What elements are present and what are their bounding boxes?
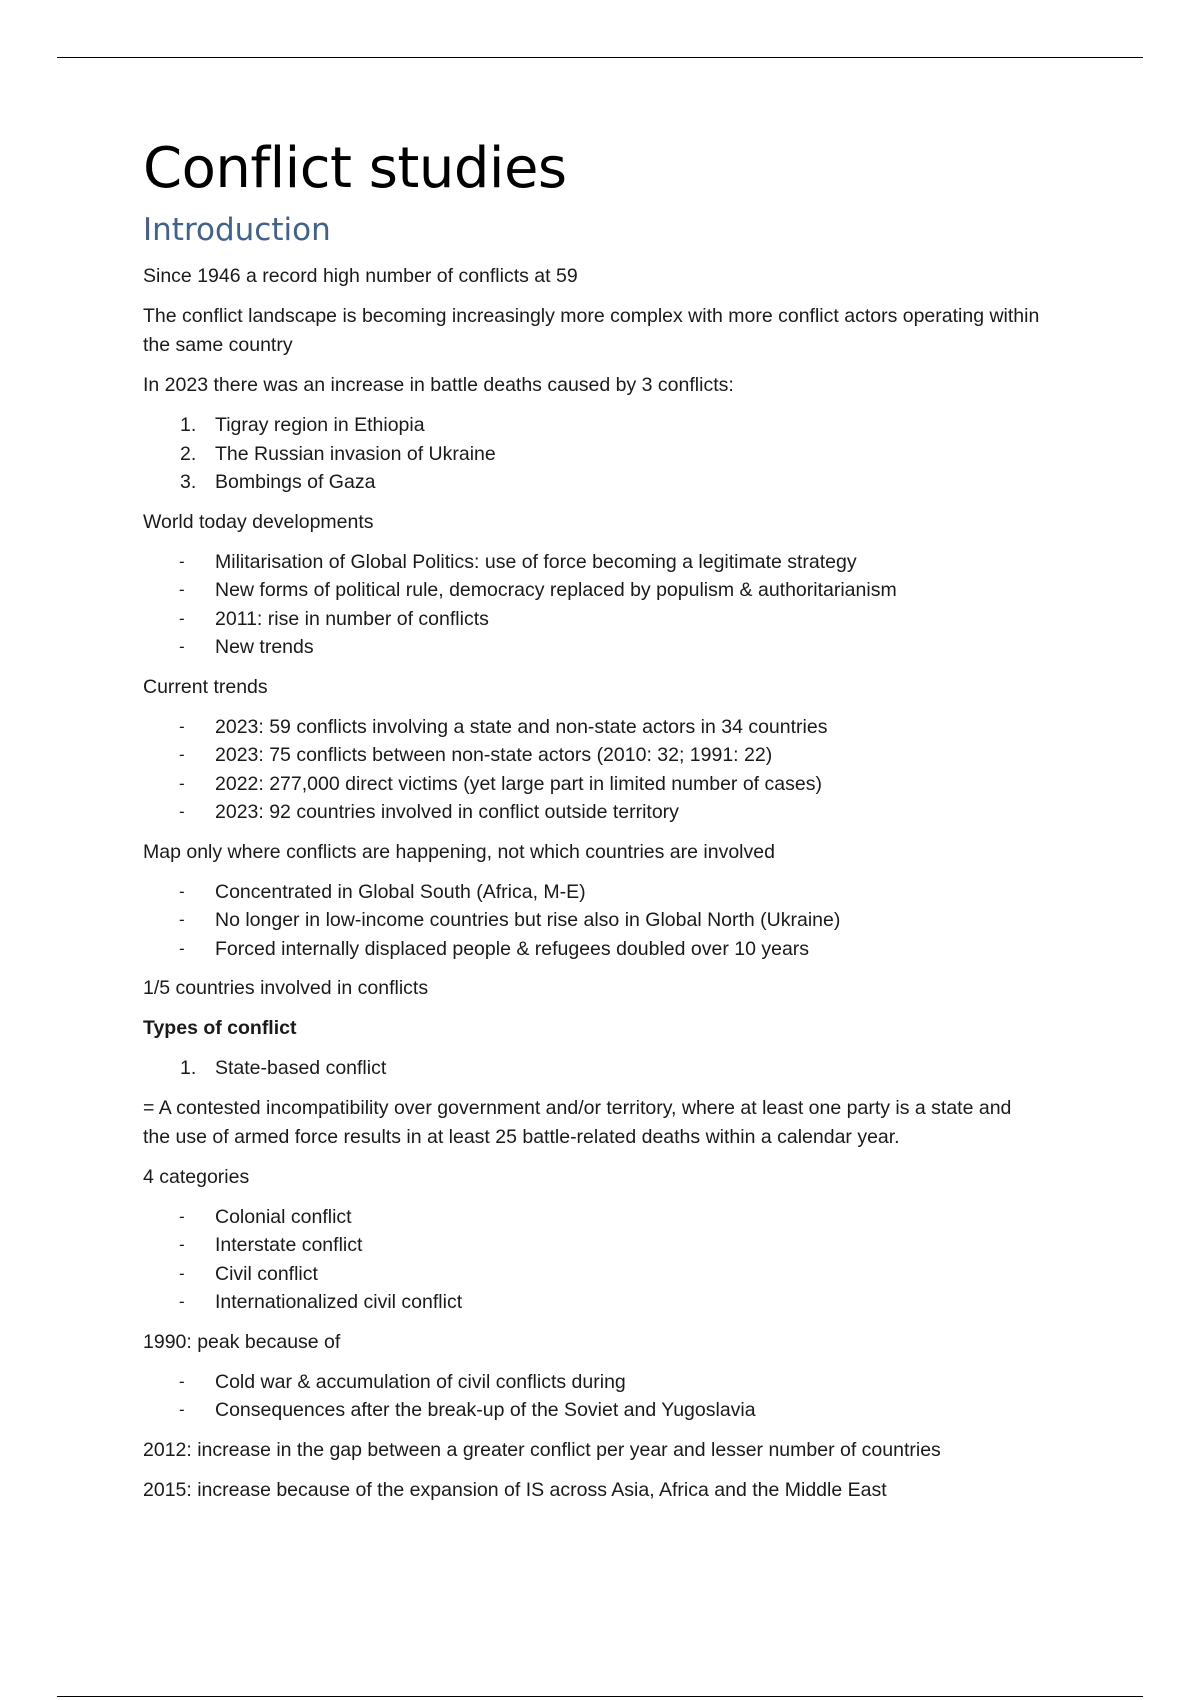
paragraph: 2012: increase in the gap between a greater conflict per year and lesser number of countries: [143, 1438, 941, 1461]
list-dash: -: [179, 1263, 185, 1283]
list-item-text: The Russian invasion of Ukraine: [215, 442, 496, 465]
paragraph: Since 1946 a record high number of conflicts at 59: [143, 265, 578, 287]
bullet-list-peak-reasons: [143, 1368, 1043, 1425]
paragraph: 2015: increase because of the expansion of IS across Asia, Africa and the Middle East: [143, 1478, 887, 1501]
list-dash: -: [179, 1206, 185, 1226]
list-item-text: Bombings of Gaza: [215, 471, 376, 493]
paragraph: Current trends: [143, 675, 268, 698]
paragraph: World today developments: [143, 510, 374, 533]
paragraph-definition: = A contested incompatibility over government and/or territory, where at least one party is a state and the use of armed force results in at least 25 battle-related deaths within a calendar year.: [143, 1096, 1012, 1148]
paragraph: In 2023 there was an increase in battle deaths caused by 3 conflicts:: [143, 374, 734, 396]
list-item: [143, 468, 1043, 497]
list-item: [143, 1368, 1043, 1397]
list-number: 1.: [180, 1057, 197, 1079]
paragraph: 1990: peak because of: [143, 1330, 341, 1353]
list-item: [143, 798, 1043, 827]
bullet-list-current-trends: [143, 713, 1043, 827]
list-dash: -: [179, 1292, 185, 1311]
list-item-text: 2022: 277,000 direct victims (yet large part in limited number of cases): [215, 772, 822, 795]
list-item-text: 2023: 92 countries involved in conflict outside territory: [215, 801, 679, 823]
list-dash: -: [179, 608, 185, 628]
list-item: [143, 906, 1043, 935]
list-number: 2.: [180, 442, 197, 465]
list-item: [143, 411, 1043, 440]
list-dash: -: [179, 1235, 185, 1254]
list-item: [143, 548, 1043, 577]
list-item-text: Internationalized civil conflict: [215, 1291, 463, 1313]
list-item: [143, 770, 1043, 799]
list-number: 3.: [180, 471, 197, 493]
paragraph: The conflict landscape is becoming increasingly more complex with more conflict actors operating within the same country: [143, 305, 1040, 356]
page-bottom-rule: [57, 1696, 1143, 1697]
bold-subheading-types-of-conflict: Types of conflict: [143, 1017, 297, 1039]
numbered-list-types: [143, 1054, 1043, 1083]
list-dash: -: [179, 910, 185, 929]
list-item-text: Militarisation of Global Politics: use of force becoming a legitimate strategy: [215, 550, 857, 573]
list-item-text: 2023: 75 conflicts between non-state actors (2010: 32; 1991: 22): [215, 744, 773, 766]
list-dash: -: [179, 802, 185, 821]
paragraph: 4 categories: [143, 1165, 250, 1188]
list-item: [143, 1260, 1043, 1289]
list-item: [143, 1054, 1043, 1083]
list-item: [143, 440, 1043, 469]
page-top-rule: [57, 57, 1143, 58]
numbered-list-battle-deaths: [143, 411, 1043, 497]
list-item: [143, 1231, 1043, 1260]
list-item: [143, 605, 1043, 634]
list-item-text: Consequences after the break-up of the Soviet and Yugoslavia: [215, 1399, 756, 1421]
list-item-text: Colonial conflict: [215, 1205, 352, 1228]
list-item-text: Forced internally displaced people & refugees doubled over 10 years: [215, 937, 810, 960]
bullet-list-world-developments: [143, 548, 1043, 662]
list-dash: -: [179, 1400, 185, 1419]
list-item-text: Interstate conflict: [215, 1234, 363, 1256]
list-item: [143, 713, 1043, 742]
list-dash: -: [179, 1371, 185, 1391]
list-dash: -: [179, 773, 185, 793]
list-item: [143, 878, 1043, 907]
list-item: [143, 1396, 1043, 1425]
document-body: [143, 130, 1043, 1516]
list-dash: -: [179, 716, 185, 736]
list-item-text: 2023: 59 conflicts involving a state and non-state actors in 34 countries: [215, 715, 828, 738]
list-item-text: No longer in low-income countries but rise also in Global North (Ukraine): [215, 909, 841, 931]
bullet-list-categories: [143, 1203, 1043, 1317]
list-dash: -: [179, 881, 185, 901]
list-item: [143, 633, 1043, 662]
list-dash: -: [179, 637, 185, 656]
list-item-text: Tigray region in Ethiopia: [215, 414, 425, 436]
section-heading-introduction: Introduction: [143, 212, 331, 248]
list-dash: -: [179, 551, 185, 571]
list-item-text: New forms of political rule, democracy replaced by populism & authoritarianism: [215, 579, 897, 601]
list-dash: -: [179, 745, 185, 764]
bullet-list-map: [143, 878, 1043, 964]
list-number: 1.: [180, 414, 197, 436]
list-item-text: 2011: rise in number of conflicts: [215, 607, 489, 630]
list-item-text: Civil conflict: [215, 1262, 318, 1285]
list-item: [143, 741, 1043, 770]
list-item-text: Concentrated in Global South (Africa, M-E): [215, 880, 586, 903]
list-item: [143, 935, 1043, 964]
document-title: Conflict studies: [143, 136, 567, 201]
list-item: [143, 1288, 1043, 1317]
list-dash: -: [179, 938, 185, 958]
list-item: [143, 576, 1043, 605]
list-item-text: Cold war & accumulation of civil conflicts during: [215, 1370, 626, 1393]
paragraph: 1/5 countries involved in conflicts: [143, 977, 429, 999]
list-item-text: New trends: [215, 636, 314, 658]
paragraph: Map only where conflicts are happening, not which countries are involved: [143, 840, 775, 863]
list-dash: -: [179, 580, 185, 599]
list-item: [143, 1203, 1043, 1232]
list-item-text: State-based conflict: [215, 1057, 387, 1079]
